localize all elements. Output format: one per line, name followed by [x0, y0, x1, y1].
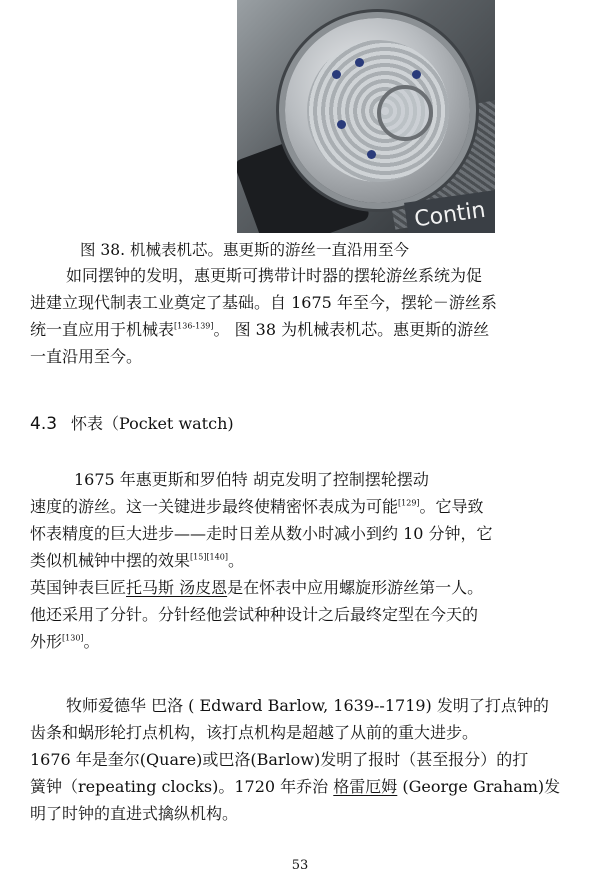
text-line: 一直沿用至今。 [30, 347, 143, 366]
paragraph-striking-clocks [30, 692, 590, 827]
text-line: 簧钟（repeating clocks)。1720 年乔治 格雷厄姆 (George Graham)发 [30, 777, 561, 796]
text-line: 类似机械钟中摆的效果[15][140]。 [30, 551, 244, 570]
balance-wheel [377, 85, 433, 141]
citation: [129] [398, 498, 420, 508]
text-line: 齿条和蜗形轮打点机构，该打点机构是超越了从前的重大进步。 [30, 723, 479, 742]
text-line: 1676 年是奎尔(Quare)或巴洛(Barlow)发明了报时（甚至报分）的打 [30, 750, 529, 769]
section-number: 4.3 [30, 414, 58, 434]
linked-name-tompion: 托马斯 汤皮恩 [126, 578, 228, 597]
watch-movement-photo [237, 0, 495, 233]
text-line: 如同摆钟的发明，惠更斯可携带计时器的摆轮游丝系统为促 [66, 266, 483, 285]
citation: [15][140] [190, 552, 228, 562]
text-line: 牧师爱德华 巴洛 ( Edward Barlow, 1639--1719) 发明了打点钟的 [66, 696, 549, 715]
section-title: 怀表（Pocket watch) [71, 414, 234, 433]
jewel [355, 58, 364, 67]
text-line: 怀表精度的巨大进步——走时日差从数小时减小到约 10 分钟，它 [30, 524, 493, 543]
jewel [337, 120, 346, 129]
text-line: 速度的游丝。这一关键进步最终使精密怀表成为可能[129]。它导致 [30, 497, 484, 516]
citation: [136-139] [174, 321, 214, 331]
jewel [367, 150, 376, 159]
page-number: 53 [291, 858, 309, 873]
paragraph-balance-spring [30, 262, 590, 370]
jewel [332, 70, 341, 79]
text-line: 明了时钟的直进式擒纵机构。 [30, 804, 239, 823]
text-line: 他还采用了分针。分针经他尝试种种设计之后最终定型在今天的 [30, 605, 479, 624]
text-line: 统一直应用于机械表[136-139]。 图 38 为机械表机芯。惠更斯的游丝 [30, 320, 490, 339]
jewel [412, 70, 421, 79]
text-line: 1675 年惠更斯和罗伯特 胡克发明了控制摆轮摆动 [74, 470, 429, 489]
paragraph-pocket-watch [30, 466, 590, 655]
text-line: 外形[130]。 [30, 632, 100, 651]
figure-caption: 图 38. 机械表机芯。惠更斯的游丝一直沿用至今 [80, 241, 410, 259]
watch-card-text: Contin [404, 188, 495, 233]
text-line: 英国钟表巨匠托马斯 汤皮恩是在怀表中应用螺旋形游丝第一人。 [30, 578, 484, 597]
text-line: 进建立现代制表工业奠定了基础。自 1675 年至今，摆轮－游丝系 [30, 293, 497, 312]
section-heading [30, 411, 234, 434]
citation: [130] [62, 633, 84, 643]
linked-name-graham: 格雷厄姆 [333, 777, 398, 796]
